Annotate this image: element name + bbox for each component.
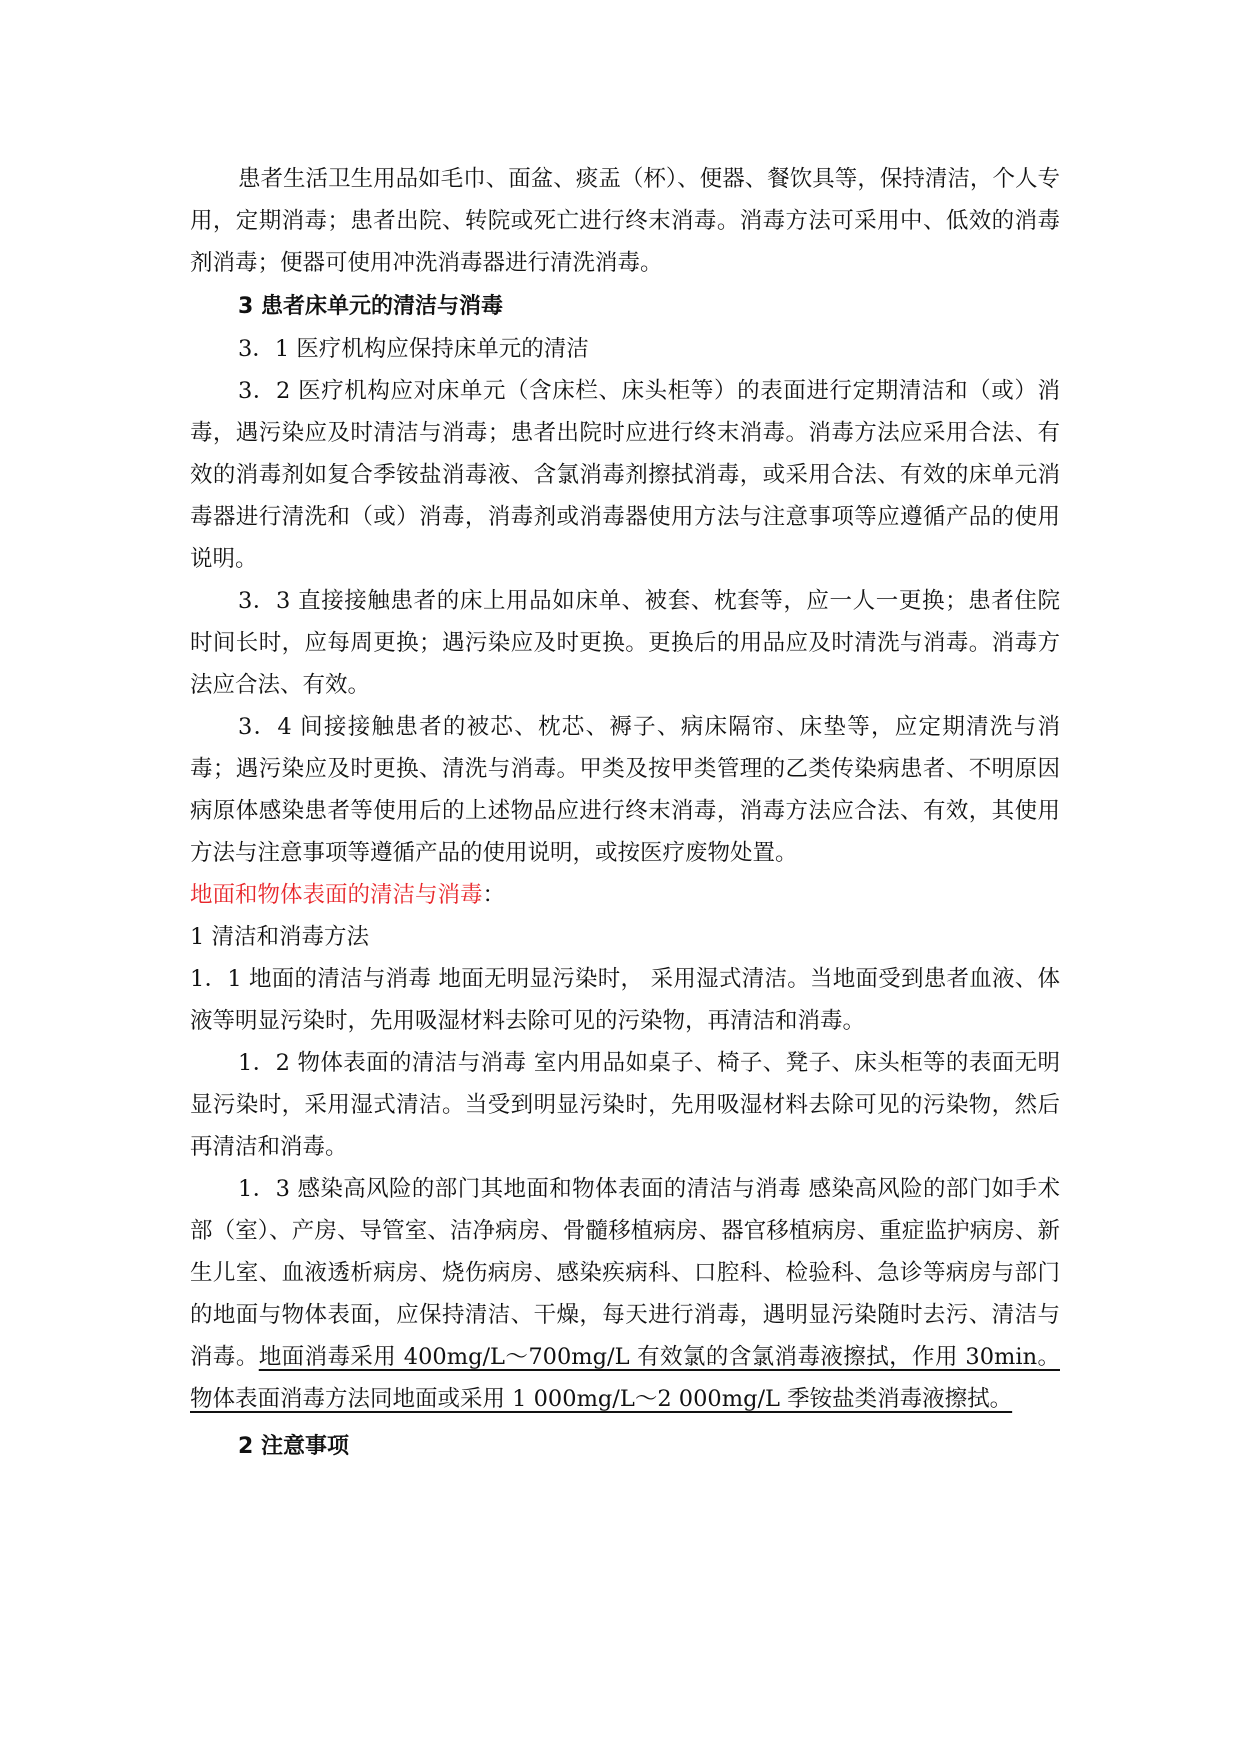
paragraph-3-4: 3．4 间接接触患者的被芯、枕芯、褥子、病床隔帘、床垫等，应定期清洗与消毒；遇污染应及时更换、清洗与消毒。甲类及按甲类管理的乙类传染病患者、不明原因病原体感染患者等使用后的上述物品应进行终末消毒，消毒方法应合法、有效，其使用方法与注意事项等遵循产品的使用说明，或按医疗废物处置。 — [190, 714, 1060, 866]
paragraph-patient-hygiene-items: 患者生活卫生用品如毛巾、面盆、痰盂（杯）、便器、餐饮具等，保持清洁，个人专用，定期消毒；患者出院、转院或死亡进行终末消毒。消毒方法可采用中、低效的消毒剂消毒；便器可使用冲洗消毒器进行清洗消毒。 — [190, 166, 1060, 276]
red-section-heading-text: 地面和物体表面的清洁与消毒 — [190, 882, 483, 908]
paragraph-1-3-text: 1．3 感染高风险的部门其地面和物体表面的清洁与消毒 感染高风险的部门如手术部（室）、产房、导管室、洁净病房、骨髓移植病房、器官移植病房、重症监护病房、新生儿室、血液透析病房、烧伤病房、感染疾病科、口腔科、检验科、急诊等病房与部门的地面与物体表面，应保持清洁、干燥，每天进行消毒，遇明显污染随时去污、清洁与消毒。 — [190, 1176, 1060, 1370]
paragraph-1-2: 1．2 物体表面的清洁与消毒 室内用品如桌子、椅子、凳子、床头柜等的表面无明显污染时，采用湿式清洁。当受到明显污染时，先用吸湿材料去除可见的污染物，然后再清洁和消毒。 — [190, 1050, 1060, 1160]
paragraph-3-3: 3．3 直接接触患者的床上用品如床单、被套、枕套等，应一人一更换；患者住院时间长时，应每周更换；遇污染应及时更换。更换后的用品应及时清洗与消毒。消毒方法应合法、有效。 — [190, 588, 1060, 698]
heading-bed-unit-cleaning: 3 患者床单元的清洁与消毒 — [238, 294, 503, 319]
paragraph-1-methods: 1 清洁和消毒方法 — [190, 924, 369, 950]
heading-precautions: 2 注意事项 — [238, 1434, 349, 1459]
paragraph-1-3 — [190, 1168, 1060, 1420]
paragraph-3-2: 3．2 医疗机构应对床单元（含床栏、床头柜等）的表面进行定期清洁和（或）消毒，遇污染应及时清洁与消毒；患者出院时应进行终末消毒。消毒方法应采用合法、有效的消毒剂如复合季铵盐消毒液、含氯消毒剂擦拭消毒，或采用合法、有效的床单元消毒器进行清洗和（或）消毒，消毒剂或消毒器使用方法与注意事项等应遵循产品的使用说明。 — [190, 378, 1060, 572]
paragraph-3-1: 3．1 医疗机构应保持床单元的清洁 — [238, 336, 589, 362]
paragraph-1-3-underlined-text: 地面消毒采用 400mg/L～700mg/L 有效氯的含氯消毒液擦拭，作用 30min。物体表面消毒方法同地面或采用 1 000mg/L～2 000mg/L 季铵盐类消毒液擦拭。 — [190, 1344, 1060, 1412]
document-body — [190, 158, 1060, 1468]
paragraph-1-1: 1．1 地面的清洁与消毒 地面无明显污染时， 采用湿式清洁。当地面受到患者血液、体液等明显污染时，先用吸湿材料去除可见的污染物，再清洁和消毒。 — [190, 966, 1060, 1034]
section-heading-floor-surface — [190, 874, 1060, 916]
red-section-heading-colon: ： — [482, 882, 506, 908]
